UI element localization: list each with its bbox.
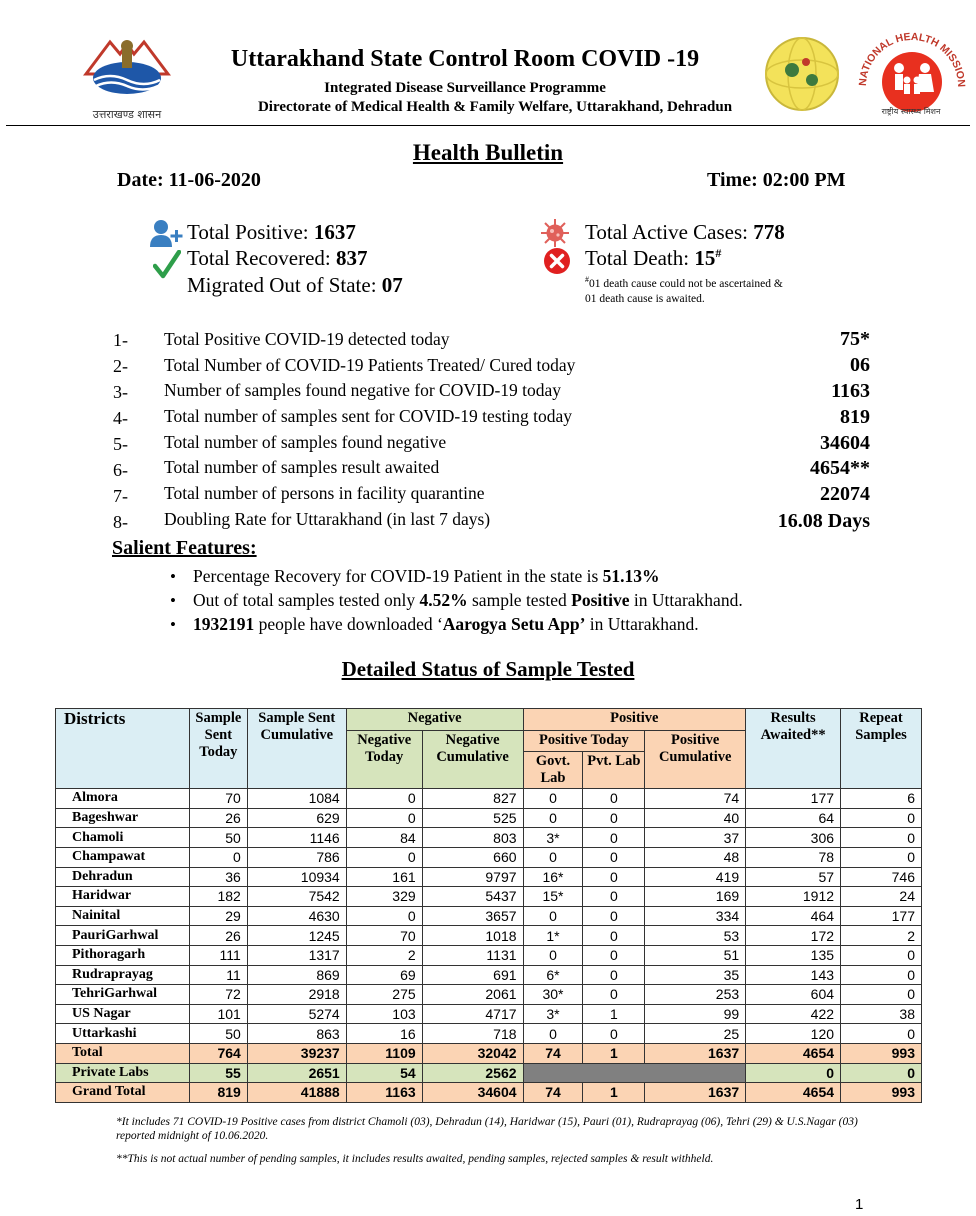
cell-govt-lab: 15* — [523, 887, 583, 907]
cell-negative-cumulative: 1131 — [422, 945, 523, 965]
total-row — [56, 1043, 922, 1063]
cell-positive-cumulative: 99 — [645, 1004, 746, 1024]
cell-positive-cumulative: 51 — [645, 945, 746, 965]
cell-results-awaited: 306 — [746, 828, 841, 848]
header-results-awaited: Results Awaited** — [746, 709, 841, 789]
cell-positive-cumulative: 53 — [645, 926, 746, 946]
cell-negative-cumulative: 803 — [422, 828, 523, 848]
list-item-value: 819 — [840, 406, 870, 428]
cell-govt-lab: 6* — [523, 965, 583, 985]
list-item-value: 4654** — [810, 457, 870, 479]
cell-negative-today: 103 — [346, 1004, 422, 1024]
cell-pvt-lab: 0 — [583, 828, 645, 848]
total-recovered-value: 837 — [335, 246, 368, 270]
cell-negative-today: 84 — [346, 828, 422, 848]
grand-pvt-lab: 1 — [583, 1083, 645, 1103]
total-repeat-samples: 993 — [841, 1043, 922, 1063]
total-label: Total — [56, 1043, 190, 1063]
cell-govt-lab: 0 — [523, 808, 583, 828]
cell-repeat-samples: 0 — [841, 945, 922, 965]
list-item-value: 75* — [840, 328, 870, 350]
private-sent-cumulative: 2651 — [247, 1063, 346, 1083]
list-item-num: 1- — [113, 330, 128, 350]
private-sent-today: 55 — [189, 1063, 247, 1083]
migrated-label: Migrated Out of State: — [187, 273, 382, 297]
cell-sent-cumulative: 1245 — [247, 926, 346, 946]
death-note-line2: 01 death cause is awaited. — [585, 292, 705, 305]
private-labs-row — [56, 1063, 922, 1083]
cell-negative-today: 70 — [346, 926, 422, 946]
cell-sent-cumulative: 2918 — [247, 985, 346, 1005]
total-death-label: Total Death: — [585, 246, 695, 270]
cell-negative-cumulative: 2061 — [422, 985, 523, 1005]
cell-pvt-lab: 0 — [583, 1024, 645, 1044]
total-negative-today: 1109 — [346, 1043, 422, 1063]
table-row — [56, 1004, 922, 1024]
list-item-text: Total number of samples found negative — [164, 432, 447, 452]
district-name: Dehradun — [56, 867, 190, 887]
page-title: Uttarakhand State Control Room COVID -19 — [230, 46, 700, 72]
cell-sent-cumulative: 10934 — [247, 867, 346, 887]
cell-negative-cumulative: 718 — [422, 1024, 523, 1044]
nhm-logo — [852, 20, 970, 120]
table-row — [56, 906, 922, 926]
district-name: Pithoragarh — [56, 945, 190, 965]
cell-pvt-lab: 0 — [583, 906, 645, 926]
table-row — [56, 847, 922, 867]
cell-sent-today: 26 — [189, 808, 247, 828]
header-sample-sent-today: Sample Sent Today — [189, 709, 247, 789]
salient-bold: Aarogya Setu App’ — [442, 614, 586, 634]
private-labs-label: Private Labs — [56, 1063, 190, 1083]
district-name: Nainital — [56, 906, 190, 926]
header-positive-today: Positive Today — [523, 730, 645, 752]
salient-bold: 1932191 — [193, 614, 255, 634]
total-results-awaited: 4654 — [746, 1043, 841, 1063]
death-icon — [543, 247, 571, 280]
cell-sent-cumulative: 869 — [247, 965, 346, 985]
cell-govt-lab: 3* — [523, 828, 583, 848]
district-name: US Nagar — [56, 1004, 190, 1024]
cell-pvt-lab: 0 — [583, 847, 645, 867]
death-mark: # — [715, 246, 722, 260]
cell-repeat-samples: 6 — [841, 789, 922, 809]
header-repeat-samples: Repeat Samples — [841, 709, 922, 789]
cell-pvt-lab: 0 — [583, 985, 645, 1005]
cell-positive-cumulative: 169 — [645, 887, 746, 907]
cell-pvt-lab: 0 — [583, 945, 645, 965]
salient-text: in Uttarakhand. — [585, 614, 699, 634]
header-positive-cumulative: Positive Cumulative — [645, 730, 746, 789]
list-item-num: 3- — [113, 382, 128, 402]
bulletin-time: Time: 02:00 PM — [707, 169, 846, 191]
bulletin-title: Health Bulletin — [412, 140, 564, 165]
total-positive-label: Total Positive: — [187, 220, 314, 244]
list-item-text: Number of samples found negative for COVID-19 today — [164, 380, 562, 400]
cell-negative-cumulative: 9797 — [422, 867, 523, 887]
cell-negative-cumulative: 3657 — [422, 906, 523, 926]
cell-results-awaited: 604 — [746, 985, 841, 1005]
salient-item-recovery — [193, 566, 660, 587]
cell-results-awaited: 177 — [746, 789, 841, 809]
district-name: Champawat — [56, 847, 190, 867]
total-positive-cumulative: 1637 — [645, 1043, 746, 1063]
cell-negative-cumulative: 4717 — [422, 1004, 523, 1024]
list-item-num: 2- — [113, 356, 128, 376]
cell-negative-today: 275 — [346, 985, 422, 1005]
salient-item-positivity — [193, 590, 743, 611]
total-recovered — [187, 246, 367, 271]
idsp-logo — [762, 34, 842, 114]
cell-results-awaited: 464 — [746, 906, 841, 926]
list-item-value: 22074 — [820, 483, 870, 505]
cell-pvt-lab: 0 — [583, 789, 645, 809]
cell-pvt-lab: 0 — [583, 808, 645, 828]
grand-positive-cumulative: 1637 — [645, 1083, 746, 1103]
grand-govt-lab: 74 — [523, 1083, 583, 1103]
cell-sent-cumulative: 7542 — [247, 887, 346, 907]
cell-negative-today: 0 — [346, 808, 422, 828]
bullet: • — [170, 615, 176, 634]
cell-sent-today: 70 — [189, 789, 247, 809]
table-row — [56, 828, 922, 848]
total-positive — [187, 220, 356, 245]
total-death-value: 15 — [694, 246, 716, 270]
programme-subtitle: Integrated Disease Surveillance Programme — [324, 80, 606, 96]
total-active-value: 778 — [753, 220, 785, 244]
cell-govt-lab: 0 — [523, 945, 583, 965]
salient-text: Out of total samples tested only — [193, 590, 420, 610]
cell-repeat-samples: 0 — [841, 828, 922, 848]
cell-sent-today: 11 — [189, 965, 247, 985]
table-row — [56, 867, 922, 887]
bullet: • — [170, 567, 176, 586]
district-name: Bageshwar — [56, 808, 190, 828]
list-item-value: 1163 — [831, 380, 870, 402]
header-negative: Negative — [346, 709, 523, 731]
cell-results-awaited: 78 — [746, 847, 841, 867]
cell-govt-lab: 0 — [523, 847, 583, 867]
cell-positive-cumulative: 37 — [645, 828, 746, 848]
cell-repeat-samples: 0 — [841, 847, 922, 867]
cell-repeat-samples: 24 — [841, 887, 922, 907]
list-item-num: 7- — [113, 486, 128, 506]
district-name: Uttarkashi — [56, 1024, 190, 1044]
bullet: • — [170, 591, 176, 610]
cell-sent-today: 111 — [189, 945, 247, 965]
header-negative-today: Negative Today — [346, 730, 422, 789]
cell-govt-lab: 30* — [523, 985, 583, 1005]
cell-positive-cumulative: 334 — [645, 906, 746, 926]
total-recovered-label: Total Recovered: — [187, 246, 336, 270]
cell-positive-cumulative: 48 — [645, 847, 746, 867]
cell-negative-cumulative: 660 — [422, 847, 523, 867]
private-results-awaited: 0 — [746, 1063, 841, 1083]
table-row — [56, 926, 922, 946]
cell-results-awaited: 172 — [746, 926, 841, 946]
nhm-logo-subtext: राष्ट्रीय स्वास्थ्य मिशन — [881, 107, 941, 116]
list-item-text: Total number of samples sent for COVID-19 testing today — [164, 406, 573, 426]
cell-govt-lab: 0 — [523, 1024, 583, 1044]
salient-features-title: Salient Features: — [112, 537, 257, 559]
cell-repeat-samples: 2 — [841, 926, 922, 946]
list-item-value: 16.08 Days — [777, 510, 870, 532]
cell-negative-cumulative: 1018 — [422, 926, 523, 946]
list-item-value: 06 — [850, 354, 870, 376]
cell-positive-cumulative: 74 — [645, 789, 746, 809]
cell-govt-lab: 1* — [523, 926, 583, 946]
table-row — [56, 808, 922, 828]
total-sent-cumulative: 39237 — [247, 1043, 346, 1063]
cell-results-awaited: 120 — [746, 1024, 841, 1044]
list-item-num: 8- — [113, 512, 128, 532]
table-row — [56, 945, 922, 965]
salient-text: in Uttarakhand. — [629, 590, 743, 610]
district-name: Chamoli — [56, 828, 190, 848]
cell-sent-today: 72 — [189, 985, 247, 1005]
cell-negative-today: 16 — [346, 1024, 422, 1044]
cell-results-awaited: 1912 — [746, 887, 841, 907]
grand-sent-cumulative: 41888 — [247, 1083, 346, 1103]
cell-results-awaited: 64 — [746, 808, 841, 828]
table-row — [56, 887, 922, 907]
cell-results-awaited: 422 — [746, 1004, 841, 1024]
cell-sent-cumulative: 1317 — [247, 945, 346, 965]
header-negative-cumulative: Negative Cumulative — [422, 730, 523, 789]
private-positive-blank — [523, 1063, 746, 1083]
cell-negative-cumulative: 827 — [422, 789, 523, 809]
list-item-value: 34604 — [820, 432, 870, 454]
cell-results-awaited: 143 — [746, 965, 841, 985]
sample-status-table — [55, 708, 922, 1103]
cell-positive-cumulative: 40 — [645, 808, 746, 828]
bulletin-date: Date: 11-06-2020 — [117, 169, 261, 191]
total-positive-value: 1637 — [313, 220, 356, 244]
cell-sent-cumulative: 786 — [247, 847, 346, 867]
cell-sent-cumulative: 1146 — [247, 828, 346, 848]
check-icon — [153, 250, 181, 285]
cell-positive-cumulative: 419 — [645, 867, 746, 887]
total-active-label: Total Active Cases: — [585, 220, 754, 244]
death-note-line1: 01 death cause could not be ascertained & — [589, 277, 783, 290]
cell-sent-today: 101 — [189, 1004, 247, 1024]
cell-sent-today: 0 — [189, 847, 247, 867]
cell-results-awaited: 57 — [746, 867, 841, 887]
grand-total-row — [56, 1083, 922, 1103]
cell-negative-today: 2 — [346, 945, 422, 965]
header-positive: Positive — [523, 709, 746, 731]
cell-sent-today: 26 — [189, 926, 247, 946]
grand-total-label: Grand Total — [56, 1083, 190, 1103]
table-row — [56, 789, 922, 809]
salient-bold: 4.52% — [419, 590, 468, 610]
cell-sent-cumulative: 1084 — [247, 789, 346, 809]
cell-pvt-lab: 0 — [583, 965, 645, 985]
total-active — [585, 220, 785, 245]
cell-positive-cumulative: 25 — [645, 1024, 746, 1044]
cell-negative-cumulative: 5437 — [422, 887, 523, 907]
private-negative-today: 54 — [346, 1063, 422, 1083]
grand-negative-cumulative: 34604 — [422, 1083, 523, 1103]
cell-govt-lab: 0 — [523, 789, 583, 809]
grand-results-awaited: 4654 — [746, 1083, 841, 1103]
total-negative-cumulative: 32042 — [422, 1043, 523, 1063]
list-item-text: Total number of samples result awaited — [164, 457, 440, 477]
cell-negative-today: 0 — [346, 847, 422, 867]
cell-positive-cumulative: 253 — [645, 985, 746, 1005]
cell-repeat-samples: 177 — [841, 906, 922, 926]
header-divider — [6, 125, 970, 126]
cell-sent-today: 29 — [189, 906, 247, 926]
table-title: Detailed Status of Sample Tested — [341, 657, 635, 681]
add-person-icon — [150, 219, 184, 252]
cell-govt-lab: 3* — [523, 1004, 583, 1024]
cell-sent-cumulative: 863 — [247, 1024, 346, 1044]
cell-govt-lab: 16* — [523, 867, 583, 887]
cell-results-awaited: 135 — [746, 945, 841, 965]
header-govt-lab: Govt. Lab — [523, 752, 583, 789]
migrated-value: 07 — [381, 273, 403, 297]
list-item-num: 4- — [113, 408, 128, 428]
footnote-1: *It includes 71 COVID-19 Positive cases from district Chamoli (03), Dehradun (14), Haridwar (15), Pauri (01), Rudraprayag (06), Tehri (29) & U.S.Nagar (03) reported midnight of 10.06.2020. — [116, 1116, 858, 1142]
header-pvt-lab: Pvt. Lab — [583, 752, 645, 789]
salient-bold: Positive — [571, 590, 630, 610]
district-name: Haridwar — [56, 887, 190, 907]
cell-pvt-lab: 0 — [583, 926, 645, 946]
total-pvt-lab: 1 — [583, 1043, 645, 1063]
cell-negative-today: 69 — [346, 965, 422, 985]
cell-sent-cumulative: 4630 — [247, 906, 346, 926]
cell-repeat-samples: 38 — [841, 1004, 922, 1024]
cell-negative-cumulative: 525 — [422, 808, 523, 828]
list-item-num: 6- — [113, 460, 128, 480]
cell-govt-lab: 0 — [523, 906, 583, 926]
salient-item-aarogya — [193, 614, 699, 635]
list-item-text: Total Positive COVID-19 detected today — [164, 329, 450, 349]
cell-repeat-samples: 0 — [841, 965, 922, 985]
total-govt-lab: 74 — [523, 1043, 583, 1063]
list-item-text: Total number of persons in facility quarantine — [164, 483, 485, 503]
list-item-num: 5- — [113, 434, 128, 454]
table-row — [56, 1024, 922, 1044]
cell-repeat-samples: 0 — [841, 1024, 922, 1044]
salient-bold: 51.13% — [602, 566, 660, 586]
cell-pvt-lab: 0 — [583, 887, 645, 907]
grand-sent-today: 819 — [189, 1083, 247, 1103]
death-note — [585, 272, 783, 307]
salient-text: Percentage Recovery for COVID-19 Patient in the state is — [193, 566, 603, 586]
total-sent-today: 764 — [189, 1043, 247, 1063]
idsp-globe-icon — [762, 34, 842, 114]
table-row — [56, 965, 922, 985]
cell-sent-cumulative: 629 — [247, 808, 346, 828]
header-sample-sent-cumulative: Sample Sent Cumulative — [247, 709, 346, 789]
cell-repeat-samples: 0 — [841, 808, 922, 828]
cell-positive-cumulative: 35 — [645, 965, 746, 985]
cell-pvt-lab: 1 — [583, 1004, 645, 1024]
cell-repeat-samples: 746 — [841, 867, 922, 887]
migrated-out — [187, 273, 403, 298]
footnote-2: **This is not actual number of pending samples, it includes results awaited, pending samples, rejected samples & result withheld. — [116, 1153, 714, 1165]
nhm-family-icon — [852, 20, 970, 120]
cell-sent-today: 50 — [189, 828, 247, 848]
table-row — [56, 985, 922, 1005]
cell-sent-today: 182 — [189, 887, 247, 907]
note-mark: # — [585, 275, 589, 284]
page-number: 1 — [855, 1196, 864, 1213]
cell-negative-cumulative: 691 — [422, 965, 523, 985]
grand-negative-today: 1163 — [346, 1083, 422, 1103]
cell-negative-today: 0 — [346, 789, 422, 809]
cell-repeat-samples: 0 — [841, 985, 922, 1005]
cell-sent-today: 36 — [189, 867, 247, 887]
district-name: PauriGarhwal — [56, 926, 190, 946]
salient-text: people have downloaded ‘ — [254, 614, 443, 634]
cell-negative-today: 329 — [346, 887, 422, 907]
salient-text: sample tested — [467, 590, 572, 610]
total-death — [585, 246, 721, 271]
list-item-text: Total Number of COVID-19 Patients Treated/ Cured today — [164, 355, 576, 375]
directorate-subtitle: Directorate of Medical Health & Family Welfare, Uttarakhand, Dehradun — [257, 99, 733, 115]
svg-text:NATIONAL HEALTH MISSION: NATIONAL HEALTH MISSION — [856, 30, 968, 88]
district-name: TehriGarhwal — [56, 985, 190, 1005]
grand-repeat-samples: 993 — [841, 1083, 922, 1103]
private-repeat-samples: 0 — [841, 1063, 922, 1083]
cell-sent-cumulative: 5274 — [247, 1004, 346, 1024]
private-negative-cumulative: 2562 — [422, 1063, 523, 1083]
district-name: Rudraprayag — [56, 965, 190, 985]
district-name: Almora — [56, 789, 190, 809]
list-item-text: Doubling Rate for Uttarakhand (in last 7 days) — [164, 509, 491, 529]
cell-negative-today: 0 — [346, 906, 422, 926]
cell-sent-today: 50 — [189, 1024, 247, 1044]
govt-logo-text: उत्तराखण्ड शासन — [92, 108, 162, 121]
header-districts: Districts — [56, 709, 190, 789]
cell-negative-today: 161 — [346, 867, 422, 887]
cell-pvt-lab: 0 — [583, 867, 645, 887]
